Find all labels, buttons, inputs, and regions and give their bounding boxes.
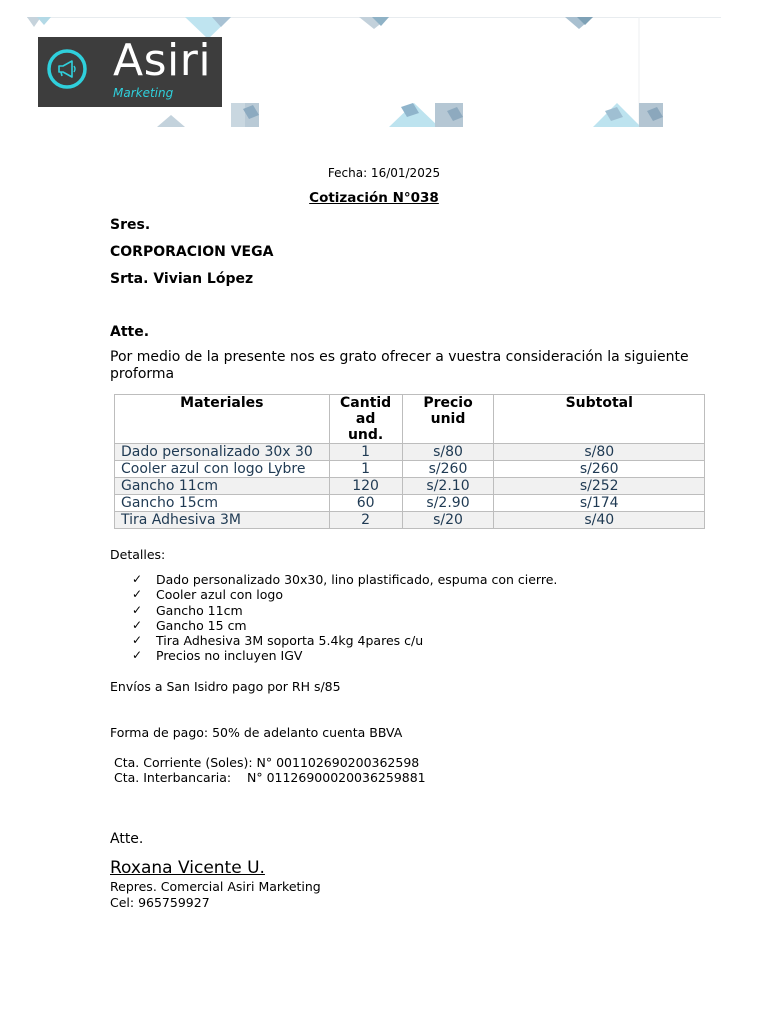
cell-price: s/80 bbox=[402, 444, 494, 461]
table-row bbox=[115, 461, 705, 478]
client-company: CORPORACION VEGA bbox=[110, 244, 274, 260]
signature-name: Roxana Vicente U. bbox=[110, 858, 265, 878]
table-header-row bbox=[115, 395, 705, 444]
cell-price: s/2.90 bbox=[402, 495, 494, 512]
list-item bbox=[132, 618, 557, 633]
cell-subtotal: s/174 bbox=[494, 495, 705, 512]
cell-material: Gancho 11cm bbox=[115, 478, 330, 495]
cell-quantity: 1 bbox=[329, 444, 402, 461]
brand-name: Asiri bbox=[113, 35, 212, 86]
brand-logo bbox=[38, 37, 222, 107]
cell-quantity: 1 bbox=[329, 461, 402, 478]
brand-subtitle: Marketing bbox=[113, 86, 174, 100]
detail-text: Precios no incluyen IGV bbox=[156, 648, 303, 664]
signer-phone: Cel: 965759927 bbox=[110, 895, 210, 910]
cell-subtotal: s/80 bbox=[494, 444, 705, 461]
price-table bbox=[114, 394, 705, 529]
details-label: Detalles: bbox=[110, 547, 166, 562]
header-quantity-line2: ad bbox=[355, 411, 376, 427]
checkmark-icon: ✓ bbox=[132, 587, 143, 602]
header-unit-price bbox=[402, 395, 494, 444]
list-item bbox=[132, 572, 557, 587]
header-quantity-line3: und. bbox=[347, 427, 384, 443]
account-current: Cta. Corriente (Soles): N° 001102690200362598 bbox=[114, 755, 420, 770]
shipping-note: Envíos a San Isidro pago por RH s/85 bbox=[110, 679, 341, 694]
megaphone-icon bbox=[46, 48, 88, 90]
cell-subtotal: s/252 bbox=[494, 478, 705, 495]
header-price-line2: unid bbox=[430, 411, 466, 427]
detail-text: Gancho 15 cm bbox=[156, 617, 247, 633]
cell-material: Cooler azul con logo Lybre bbox=[115, 461, 330, 478]
details-list bbox=[132, 572, 557, 664]
checkmark-icon: ✓ bbox=[132, 648, 143, 663]
table-row bbox=[115, 478, 705, 495]
cell-price: s/2.10 bbox=[402, 478, 494, 495]
greeting: Sres. bbox=[110, 217, 151, 233]
cell-quantity: 2 bbox=[329, 512, 402, 529]
header-quantity bbox=[329, 395, 402, 444]
list-item bbox=[132, 648, 557, 663]
atte-closing: Atte. bbox=[110, 831, 144, 847]
header-materials: Materiales bbox=[115, 395, 330, 444]
cell-quantity: 120 bbox=[329, 478, 402, 495]
table-row bbox=[115, 512, 705, 529]
detail-text: Cooler azul con logo bbox=[156, 587, 284, 603]
cell-quantity: 60 bbox=[329, 495, 402, 512]
header-price-line1: Precio bbox=[423, 395, 473, 411]
cell-material: Dado personalizado 30x 30 bbox=[115, 444, 330, 461]
checkmark-icon: ✓ bbox=[132, 602, 143, 617]
header-banner bbox=[27, 17, 721, 127]
cell-price: s/260 bbox=[402, 461, 494, 478]
cell-material: Gancho 15cm bbox=[115, 495, 330, 512]
header-quantity-line1: Cantid bbox=[340, 395, 392, 411]
signer-role: Repres. Comercial Asiri Marketing bbox=[110, 879, 321, 894]
payment-terms: Forma de pago: 50% de adelanto cuenta BBVA bbox=[110, 725, 403, 740]
checkmark-icon: ✓ bbox=[132, 572, 143, 586]
intro-paragraph: Por medio de la presente nos es grato ofrecer a vuestra consideración la siguiente proforma bbox=[110, 349, 689, 382]
cell-subtotal: s/260 bbox=[494, 461, 705, 478]
checkmark-icon: ✓ bbox=[132, 633, 143, 648]
table-row bbox=[115, 495, 705, 512]
list-item bbox=[132, 587, 557, 602]
cell-subtotal: s/40 bbox=[494, 512, 705, 529]
list-item bbox=[132, 603, 557, 618]
cell-material: Tira Adhesiva 3M bbox=[115, 512, 330, 529]
atte-heading: Atte. bbox=[110, 324, 150, 340]
list-item bbox=[132, 633, 557, 648]
header-subtotal: Subtotal bbox=[494, 395, 705, 444]
quote-title: Cotización N°038 bbox=[309, 190, 439, 206]
checkmark-icon: ✓ bbox=[132, 617, 143, 632]
cell-price: s/20 bbox=[402, 512, 494, 529]
detail-text: Dado personalizado 30x30, lino plastificado, espuma con cierre. bbox=[156, 572, 558, 587]
table-row bbox=[115, 444, 705, 461]
client-contact: Srta. Vivian López bbox=[110, 271, 254, 287]
detail-text: Tira Adhesiva 3M soporta 5.4kg 4pares c/u bbox=[156, 633, 424, 649]
document-date: Fecha: 16/01/2025 bbox=[327, 166, 441, 180]
account-interbank: Cta. Interbancaria: N° 01126900020036259881 bbox=[114, 770, 426, 785]
detail-text: Gancho 11cm bbox=[156, 602, 243, 618]
